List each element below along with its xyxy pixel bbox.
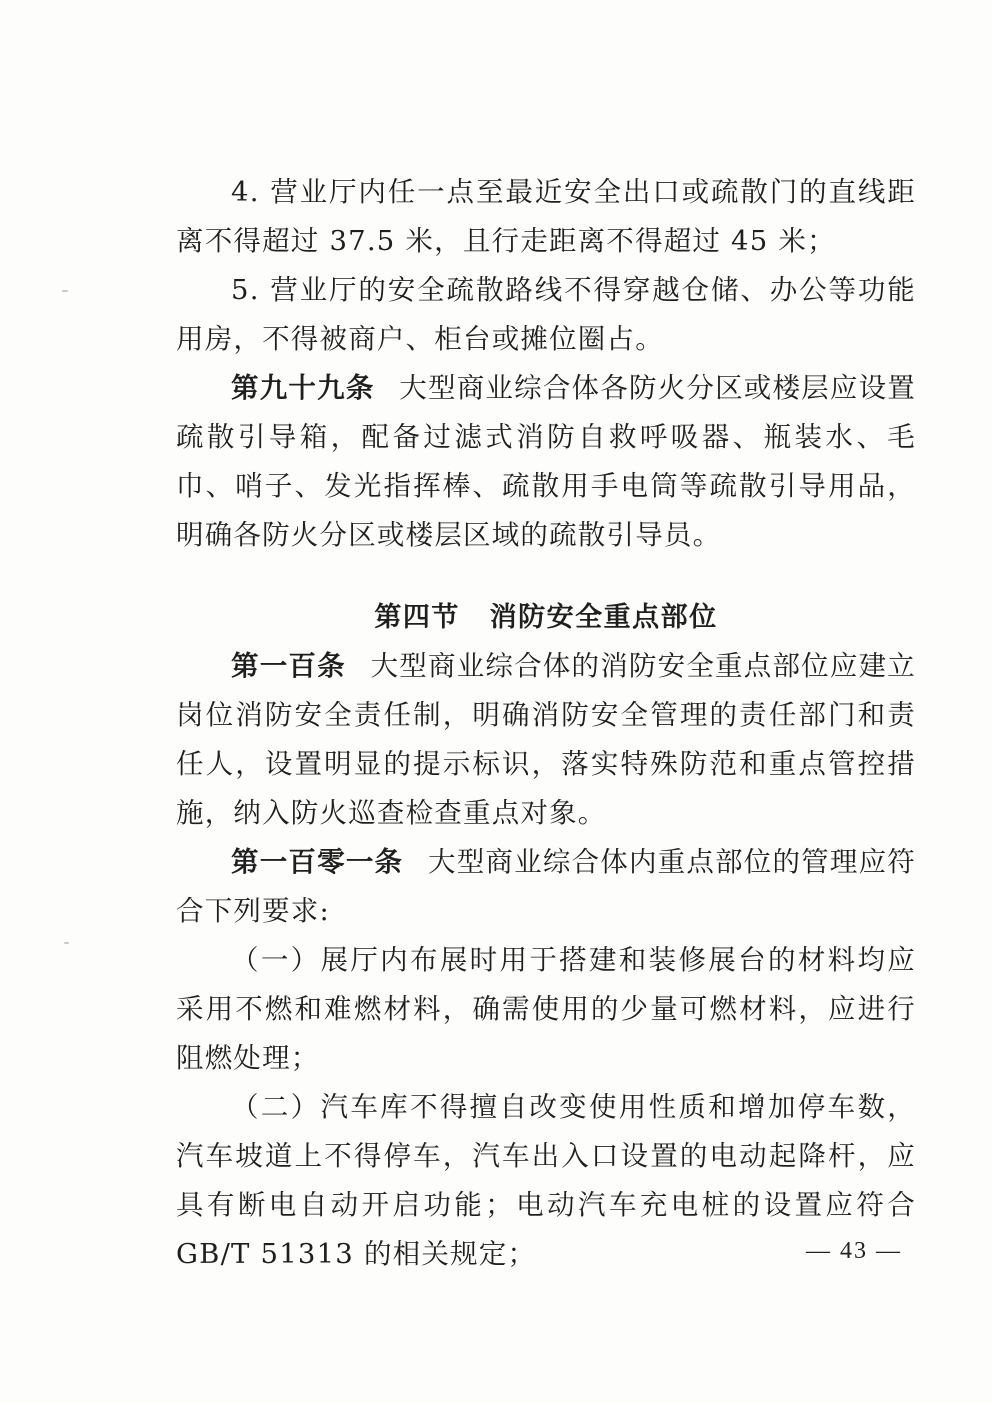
paragraph-text: （一）展厅内布展时用于搭建和装修展台的材料均应采用不燃和难燃材料，确需使用的少量可燃材料，应进行阻燃处理； (176, 944, 916, 1074)
paragraph-item-4 (176, 168, 916, 266)
scan-mark (62, 290, 68, 292)
section-title: 消防安全重点部位 (489, 602, 718, 633)
page-number: — 43 — (806, 1238, 902, 1264)
article-101 (176, 838, 916, 936)
section-number: 第四节 (374, 602, 460, 633)
paragraph-item-5 (176, 266, 916, 364)
article-number: 第九十九条 (231, 372, 375, 404)
paragraph-item-1 (176, 936, 916, 1083)
paragraph-text: 大型商业综合体内重点部位的管理应符合下列要求: (176, 846, 917, 927)
article-number: 第一百零一条 (231, 846, 404, 878)
paragraph-text: 5. 营业厅的安全疏散路线不得穿越仓储、办公等功能用房，不得被商户、柜台或摊位圈占。 (176, 274, 916, 355)
paragraph-text: 大型商业综合体各防火分区或楼层应设置疏散引导箱，配备过滤式消防自救呼吸器、瓶装水、毛巾、哨子、发光指挥棒、疏散用手电筒等疏散引导用品，明确各防火分区或楼层区域的疏散引导员。 (176, 372, 917, 551)
article-100 (176, 642, 916, 838)
document-body (176, 168, 916, 1279)
article-number: 第一百条 (231, 650, 346, 682)
article-99 (176, 364, 916, 560)
paragraph-text: （二）汽车库不得擅自改变使用性质和增加停车数，汽车坡道上不得停车，汽车出入口设置的电动起降杆，应具有断电自动开启功能；电动汽车充电桩的设置应符合 GB/T 51313 的相关规定； (176, 1091, 916, 1270)
scan-mark (64, 942, 69, 944)
section-heading (176, 594, 916, 642)
paragraph-item-2 (176, 1083, 916, 1279)
paragraph-text: 大型商业综合体的消防安全重点部位应建立岗位消防安全责任制，明确消防安全管理的责任部门和责任人，设置明显的提示标识，落实特殊防范和重点管控措施，纳入防火巡查检查重点对象。 (176, 650, 916, 829)
paragraph-text: 4. 营业厅内任一点至最近安全出口或疏散门的直线距离不得超过 37.5 米，且行走距离不得超过 45 米； (176, 176, 916, 257)
